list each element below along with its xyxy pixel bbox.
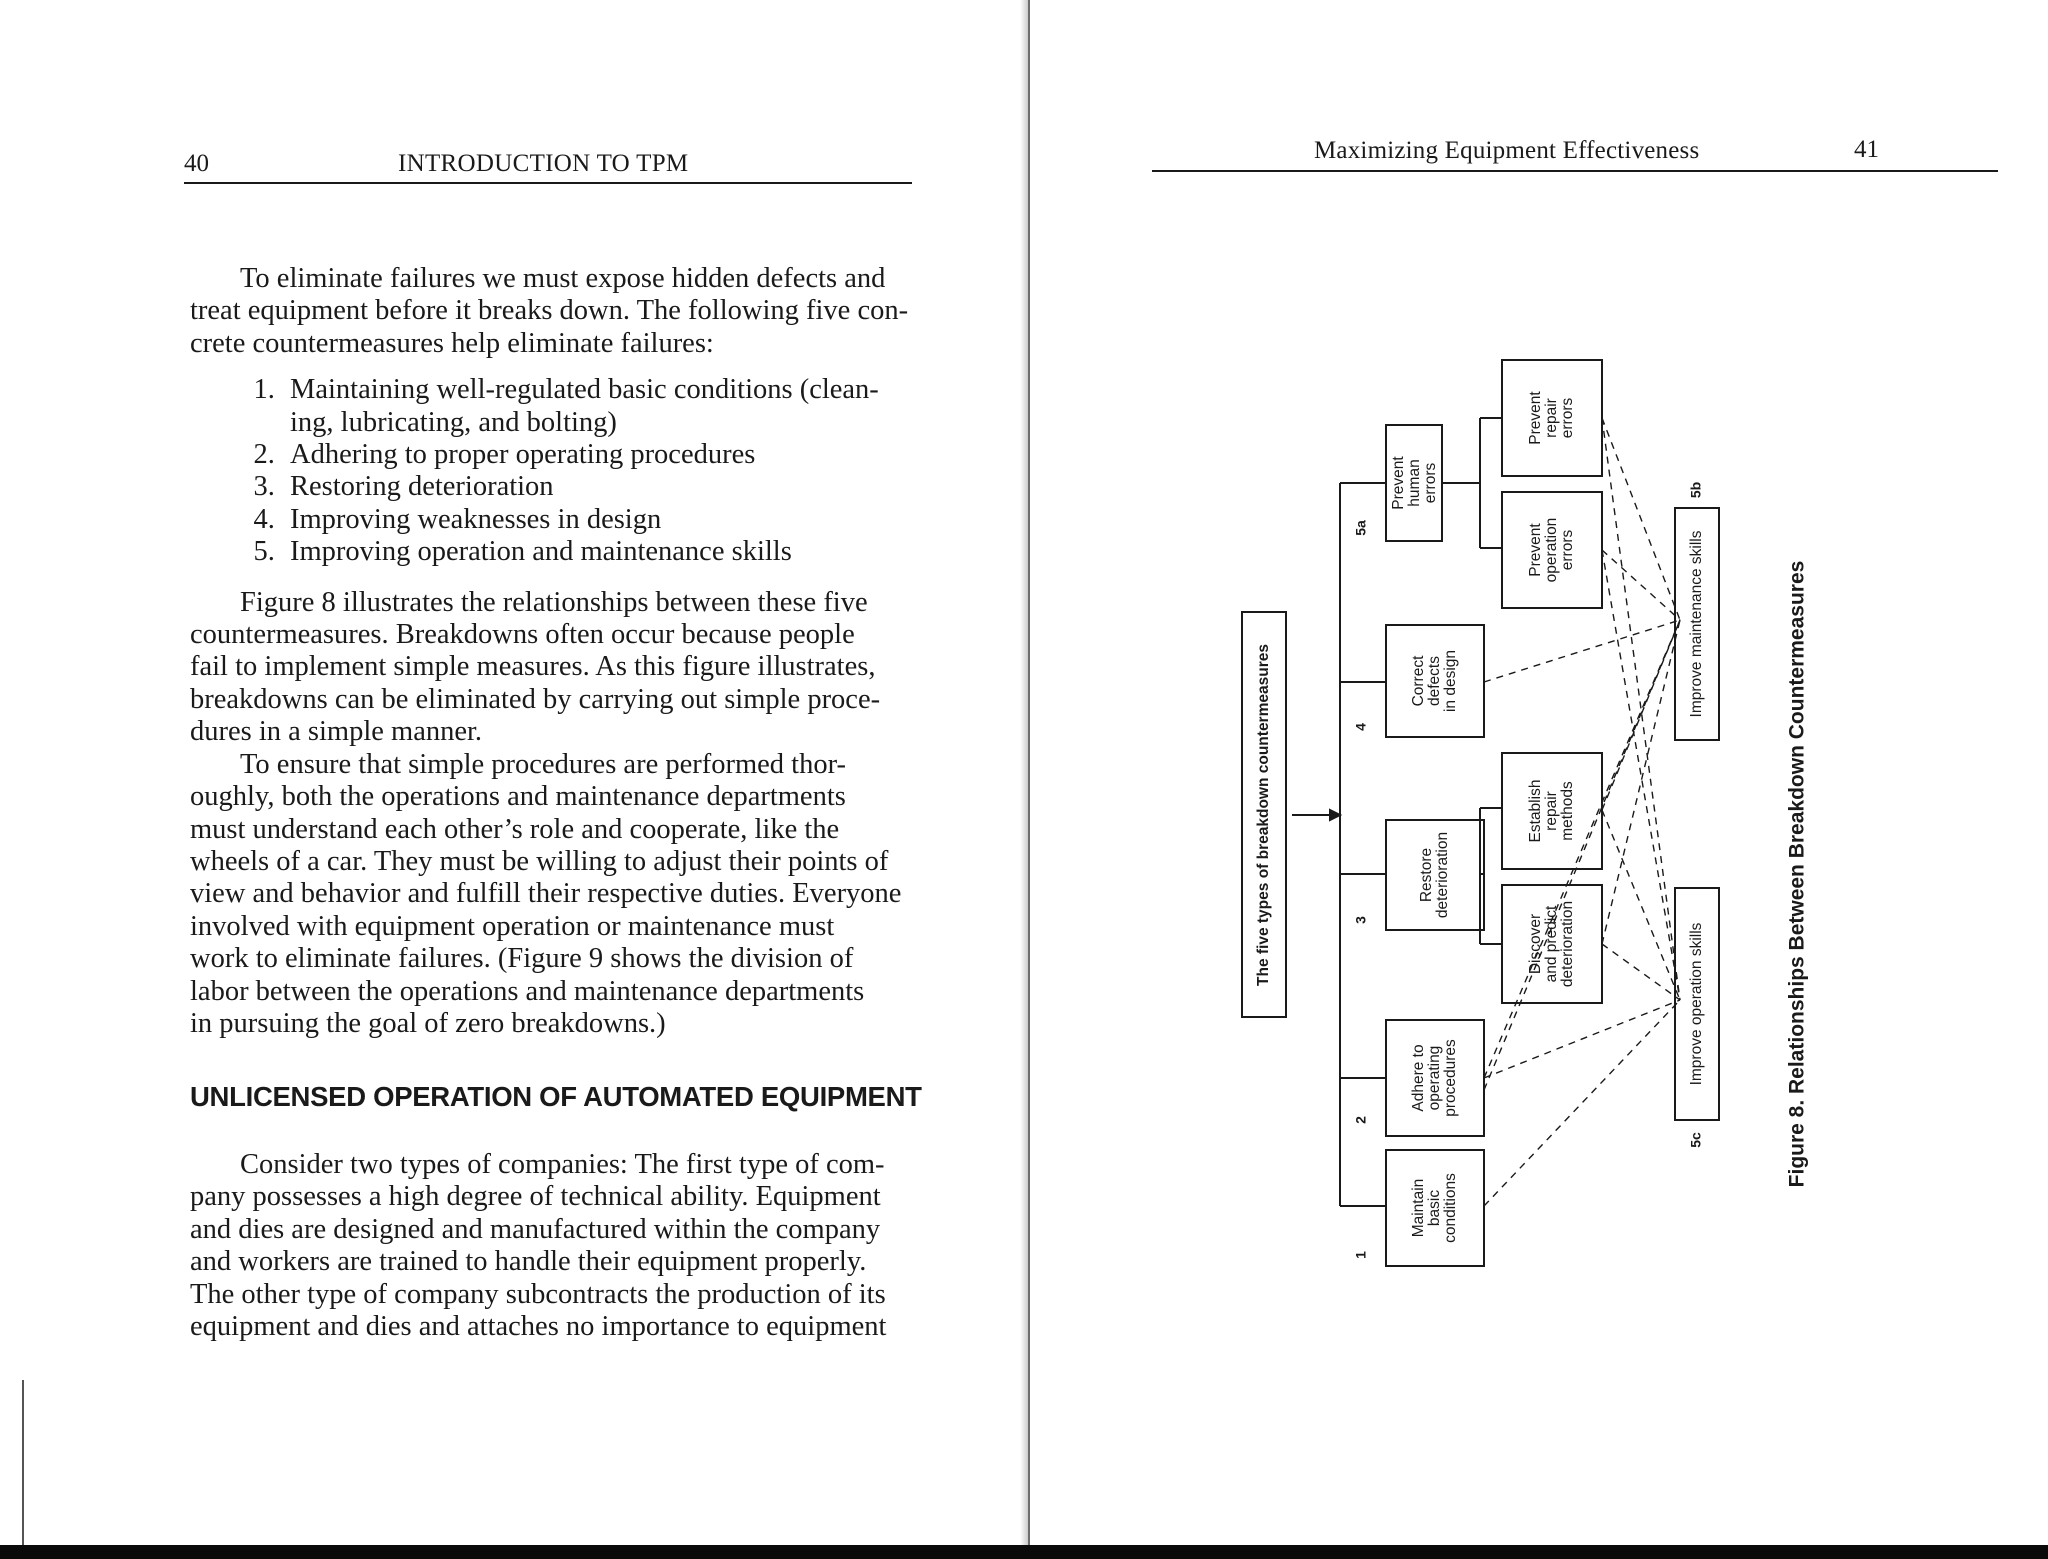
figure-caption: Figure 8. Relationships Between Breakdown Countermeasures (1785, 560, 1809, 1188)
text-line: crete countermeasures help eliminate failures: (190, 327, 714, 359)
text-line: wheels of a car. They must be willing to adjust their points of (190, 845, 889, 877)
companies-paragraph (190, 1149, 914, 1343)
page-number: 40 (184, 150, 209, 177)
text-line: equipment and dies and attaches no importance to equipment (190, 1311, 887, 1343)
link (1484, 1000, 1680, 1206)
box-label: conditions (1442, 1173, 1460, 1243)
box-label: Prevent (1390, 456, 1408, 510)
list-item-text: 5. Improving operation and maintenance skills (290, 536, 792, 568)
list-item-text: 4. Improving weaknesses in design (290, 503, 662, 535)
operation-skills-label: Improve operation skills (1688, 922, 1706, 1086)
number-5b: 5b (1687, 481, 1704, 499)
running-head: Maximizing Equipment Effectiveness (1314, 137, 1700, 164)
box-label: deterioration (1434, 831, 1452, 919)
text-line: Figure 8 illustrates the relationships between these five (240, 586, 868, 618)
text-line: The other type of company subcontracts the production of its (190, 1278, 886, 1310)
running-head: INTRODUCTION TO TPM (398, 150, 689, 177)
link (1602, 418, 1680, 1000)
arrow-head-icon (1330, 810, 1340, 820)
intro-paragraph (190, 263, 914, 360)
list-item-text: 1. Maintaining well-regulated basic conditions (clean- (290, 374, 879, 406)
box-label: deterioration (1559, 900, 1577, 988)
box-label: in design (1442, 649, 1460, 713)
box-label: Prevent (1527, 391, 1545, 445)
text-line: To ensure that simple procedures are performed thor- (240, 748, 846, 780)
box-label: methods (1559, 781, 1577, 841)
branch-number-3: 3 (1352, 916, 1369, 924)
branch-number-2: 2 (1352, 1116, 1369, 1124)
text-line: pany possesses a high degree of technical ability. Equipment (190, 1181, 881, 1213)
header-rule (1152, 170, 1998, 172)
link (1602, 418, 1680, 620)
number-5c: 5c (1687, 1132, 1704, 1148)
box-label: defects (1426, 656, 1444, 706)
text-line: dures in a simple manner. (190, 716, 483, 748)
list-item-text: 2. Adhering to proper operating procedures (290, 439, 756, 471)
text-line: view and behavior and fulfill their respective duties. Everyone (190, 878, 902, 910)
text-line: Consider two types of companies: The first type of com- (240, 1149, 885, 1180)
box-label: errors (1422, 462, 1440, 504)
cooperation-paragraph (190, 749, 914, 1041)
link (1484, 1000, 1680, 1078)
text-line: involved with equipment operation or maintenance must (190, 910, 835, 942)
text-line: and workers are trained to handle their equipment properly. (190, 1246, 867, 1278)
book-bottom-edge (0, 1545, 2048, 1559)
box-label: Establish (1527, 779, 1545, 843)
box-label: operation (1543, 517, 1561, 583)
text-line: fail to implement simple measures. As this figure illustrates, (190, 651, 876, 683)
text-line: To eliminate failures we must expose hidden defects and (240, 263, 886, 294)
maintenance-skills-label: Improve maintenance skills (1688, 530, 1706, 718)
box-label: repair (1543, 791, 1561, 831)
body-text-block (190, 263, 914, 1040)
branch-number-4: 4 (1352, 723, 1369, 731)
box-label: human (1406, 459, 1424, 507)
box-label: Correct (1410, 655, 1428, 707)
text-line: countermeasures. Breakdowns often occur because people (190, 619, 855, 651)
box-label: Prevent (1527, 523, 1545, 577)
text-line: labor between the operations and maintenance departments (190, 975, 865, 1007)
box-label: Maintain (1410, 1178, 1428, 1238)
box-label: basic (1426, 1189, 1444, 1227)
box-label: procedures (1442, 1039, 1460, 1117)
link (1484, 620, 1680, 682)
page-edge-line (22, 1380, 24, 1545)
list-item (282, 471, 914, 503)
header-rule (184, 182, 912, 184)
box-label: Adhere to (1410, 1044, 1428, 1112)
link (1602, 550, 1680, 620)
text-line: must understand each other’s role and cooperate, like the (190, 813, 840, 845)
list-item (282, 439, 914, 471)
body-text-block-2 (190, 1149, 914, 1343)
list-item-text: 3. Restoring deterioration (290, 471, 554, 503)
branch-number-1: 1 (1352, 1251, 1369, 1259)
list-item (282, 374, 914, 439)
text-line: in pursuing the goal of zero breakdowns.) (190, 1007, 666, 1039)
box-label: and predict (1543, 905, 1561, 983)
countermeasure-list (190, 374, 914, 568)
text-line: and dies are designed and manufactured within the company (190, 1213, 881, 1245)
box-label: Restore (1418, 847, 1436, 903)
text-line: treat equipment before it breaks down. The following five con- (190, 295, 909, 327)
text-line: breakdowns can be eliminated by carrying out simple proce- (190, 683, 881, 715)
page-number: 41 (1854, 136, 1879, 163)
branch-number-5a: 5a (1352, 520, 1369, 536)
section-heading: UNLICENSED OPERATION OF AUTOMATED EQUIPMENT (190, 1081, 922, 1112)
box-label: errors (1559, 529, 1577, 571)
countermeasure-diagram (1220, 350, 1860, 1300)
box-label: repair (1543, 398, 1561, 438)
list-item (282, 536, 914, 568)
list-item (282, 504, 914, 536)
text-line: work to eliminate failures. (Figure 9 shows the division of (190, 943, 854, 975)
root-label: The five types of breakdown countermeasures (1255, 644, 1273, 986)
figure-reference-paragraph (190, 587, 914, 749)
box-label: errors (1559, 397, 1577, 439)
box-label: Discover (1527, 913, 1545, 975)
text-line: oughly, both the operations and maintenance departments (190, 781, 846, 813)
box-label: operating (1426, 1045, 1444, 1111)
link (1602, 810, 1680, 1000)
list-item-text: ing, lubricating, and bolting) (290, 406, 617, 438)
